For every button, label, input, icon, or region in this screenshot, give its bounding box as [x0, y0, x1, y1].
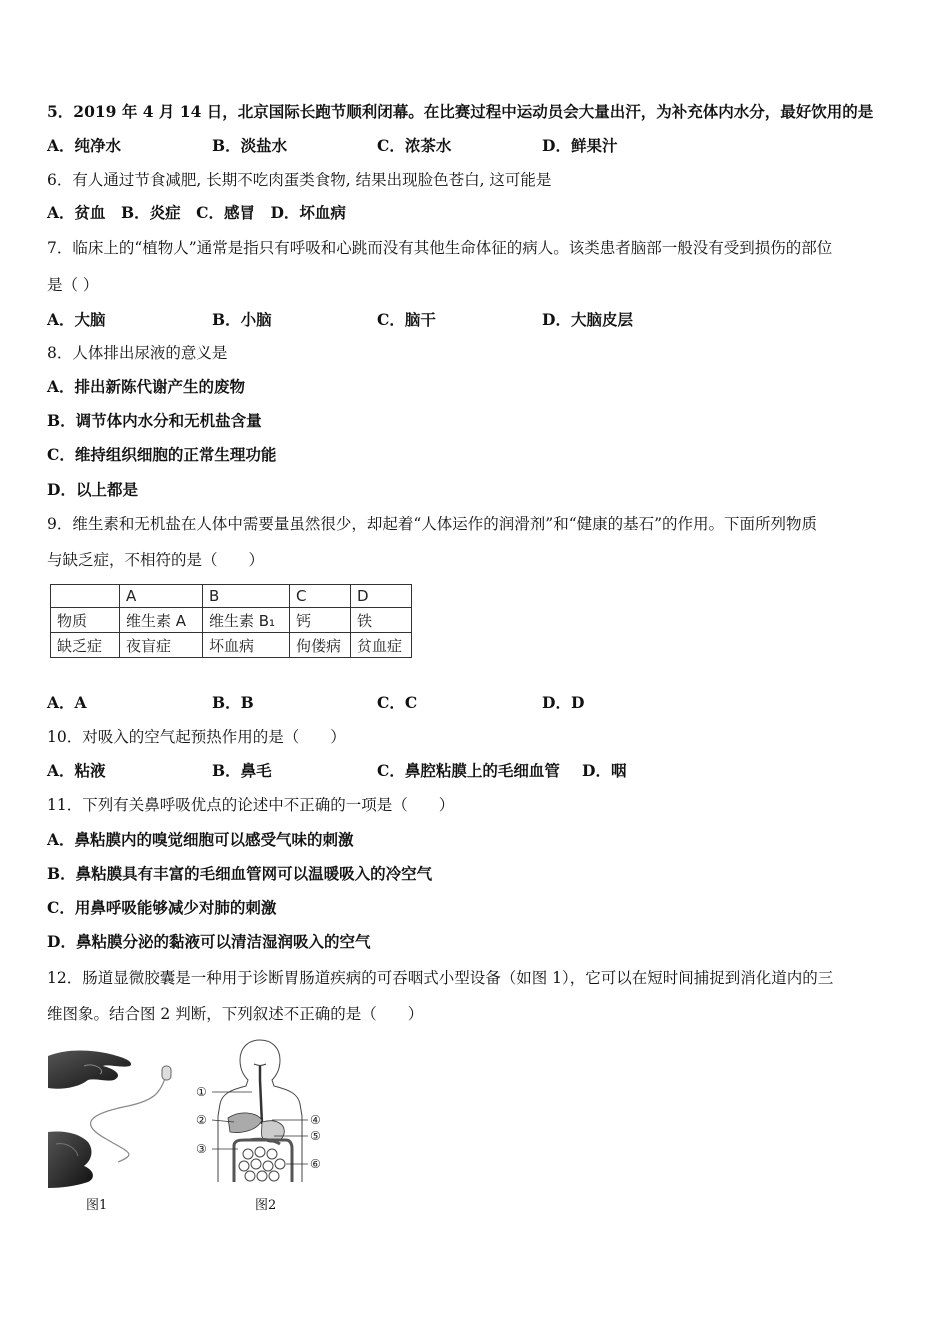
table-cell: 贫血症: [351, 633, 412, 658]
q10-stem: 10．对吸入的空气起预热作用的是（ ）: [47, 728, 346, 746]
q8-option-a: A．排出新陈代谢产生的废物: [47, 377, 246, 396]
q7-option-d: D．大脑皮层: [542, 310, 633, 329]
digestive-system-figure: [190, 1036, 330, 1188]
table-cell: 夜盲症: [120, 633, 203, 658]
q6-options: A．贫血 B．炎症 C．感冒 D．坏血病: [47, 203, 346, 222]
table-cell: [51, 585, 120, 608]
figure2-label-6: ⑥: [310, 1157, 321, 1171]
table-cell: 坏血病: [203, 633, 290, 658]
q5-option-d: D．鲜果汁: [542, 136, 618, 155]
q11-stem: 11．下列有关鼻呼吸优点的论述中不正确的一项是（ ）: [47, 796, 455, 814]
q5-option-c: C．浓茶水: [377, 136, 452, 155]
table-cell: 佝偻病: [290, 633, 351, 658]
q9-stem-line1: 9．维生素和无机盐在人体中需要量虽然很少，却起着“人体运作的润滑剂”和“健康的基石”的作用。下面所列物质: [47, 515, 818, 533]
q9-table: [50, 584, 412, 658]
q9-option-d: D．D: [542, 693, 585, 712]
q9-option-c: C．C: [377, 693, 418, 712]
q9-option-a: A．A: [47, 693, 87, 712]
capsule-photo-figure: [48, 1044, 188, 1189]
q11-option-c: C．用鼻呼吸能够减少对肺的刺激: [47, 898, 277, 917]
q11-option-a: A．鼻粘膜内的嗅觉细胞可以感受气味的刺激: [47, 830, 354, 849]
q7-option-a: A．大脑: [47, 310, 106, 329]
q7-option-b: B．小脑: [212, 310, 272, 329]
q6-stem: 6．有人通过节食减肥, 长期不吃肉蛋类食物, 结果出现脸色苍白, 这可能是: [47, 171, 552, 189]
figure2-label-5: ⑤: [310, 1129, 321, 1143]
figure1-caption: 图1: [86, 1198, 108, 1213]
q8-option-b: B．调节体内水分和无机盐含量: [47, 411, 262, 430]
table-cell: D: [351, 585, 412, 608]
table-cell: 铁: [351, 608, 412, 633]
table-cell: 缺乏症: [51, 633, 120, 658]
q9-stem-line2: 与缺乏症，不相符的是（ ）: [47, 551, 265, 569]
q10-option-a: A．粘液: [47, 761, 106, 780]
figure2-label-2: ②: [196, 1113, 207, 1127]
figure2-label-4: ④: [310, 1113, 321, 1127]
table-cell: 钙: [290, 608, 351, 633]
q11-option-b: B．鼻粘膜具有丰富的毛细血管网可以温暖吸入的冷空气: [47, 864, 433, 883]
q5-stem: 5．2019 年 4 月 14 日，北京国际长跑节顺利闭幕。在比赛过程中运动员会大量出汗，为补充体内水分，最好饮用的是: [47, 102, 874, 121]
q10-option-c: C．鼻腔粘膜上的毛细血管: [377, 761, 560, 780]
table-cell: A: [120, 585, 203, 608]
q7-stem-line1: 7．临床上的“植物人”通常是指只有呼吸和心跳而没有其他生命体征的病人。该类患者脑部一般没有受到损伤的部位: [47, 239, 833, 257]
table-header-row: [51, 585, 412, 608]
q5-option-a: A．纯净水: [47, 136, 122, 155]
table-row: [51, 633, 412, 658]
table-row: [51, 608, 412, 633]
table-cell: C: [290, 585, 351, 608]
q10-option-b: B．鼻毛: [212, 761, 272, 780]
figure2-label-1: ①: [196, 1085, 207, 1099]
q8-option-d: D．以上都是: [47, 480, 138, 499]
q12-stem-line1: 12．肠道显微胶囊是一种用于诊断胃肠道疾病的可吞咽式小型设备（如图 1），它可以在短时间捕捉到消化道内的三: [47, 969, 834, 987]
table-cell: B: [203, 585, 290, 608]
q8-option-c: C．维持组织细胞的正常生理功能: [47, 445, 277, 464]
table-cell: 维生素 A: [120, 608, 203, 633]
q8-stem: 8．人体排出尿液的意义是: [47, 344, 228, 362]
table-cell: 维生素 B₁: [203, 608, 290, 633]
q10-option-d: D．咽: [582, 761, 627, 780]
q7-stem-line2: 是（ ）: [47, 276, 99, 294]
q5-option-b: B．淡盐水: [212, 136, 288, 155]
q7-option-c: C．脑干: [377, 310, 436, 329]
table-cell: 物质: [51, 608, 120, 633]
q12-stem-line2: 维图象。结合图 2 判断，下列叙述不正确的是（ ）: [47, 1005, 424, 1023]
q11-option-d: D．鼻粘膜分泌的黏液可以清洁湿润吸入的空气: [47, 932, 371, 951]
figure2-label-3: ③: [196, 1142, 207, 1156]
figure2-caption: 图2: [255, 1198, 277, 1213]
q9-option-b: B．B: [212, 693, 254, 712]
